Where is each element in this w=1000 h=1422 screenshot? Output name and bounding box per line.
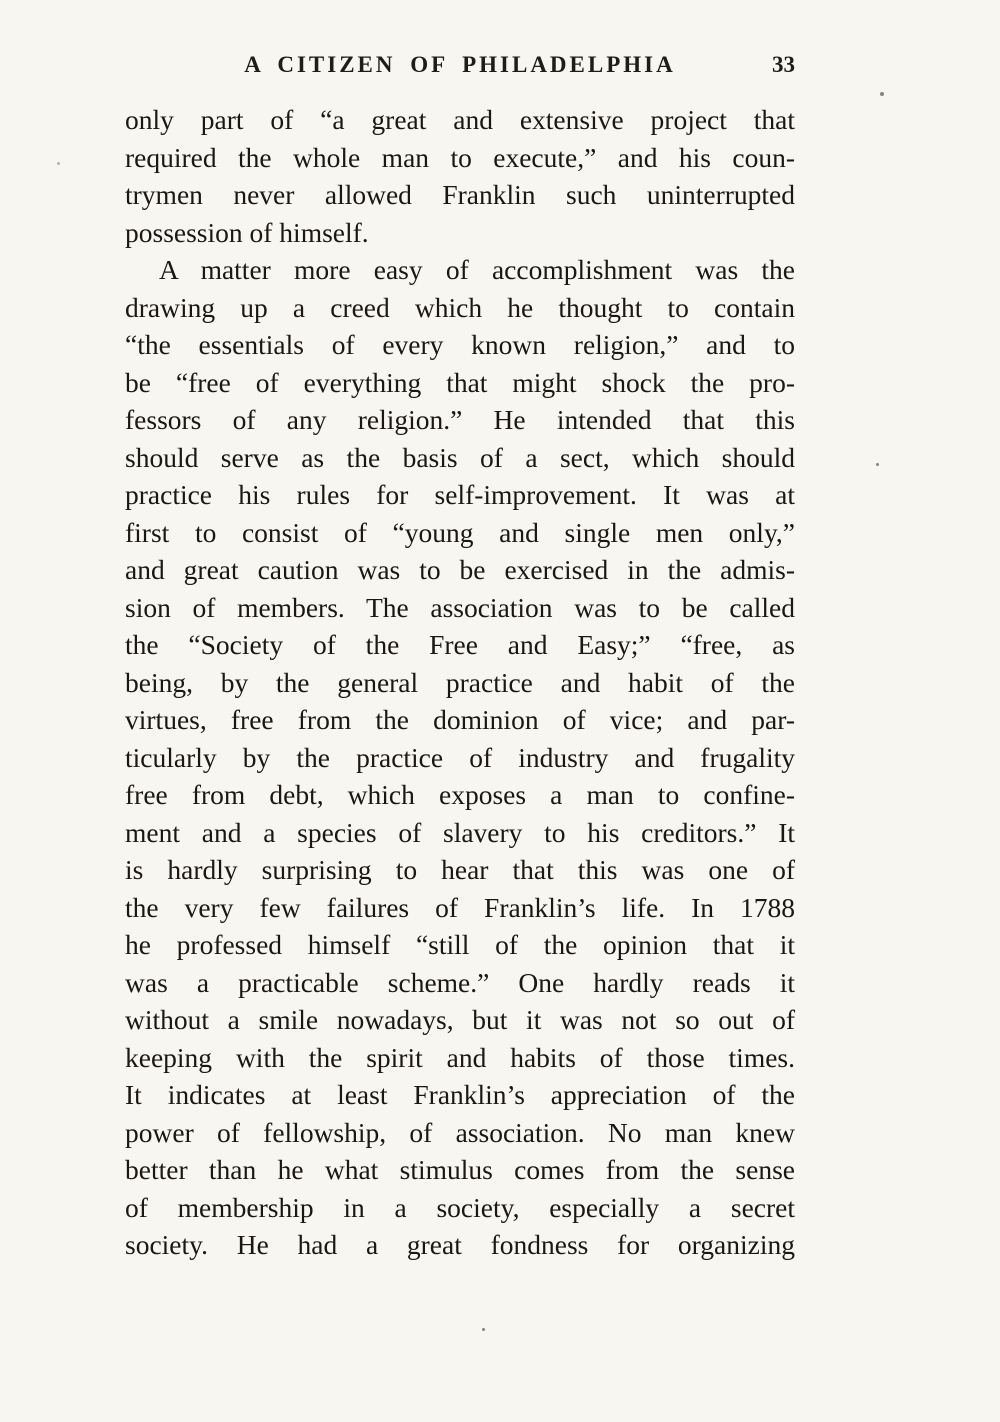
text-line: is hardly surprising to hear that this was one of bbox=[125, 854, 795, 885]
text-line: should serve as the basis of a sect, which should bbox=[125, 441, 795, 473]
scan-speck bbox=[876, 463, 879, 466]
text-line: first to consist of “young and single men only,” bbox=[125, 516, 795, 548]
text-line: trymen never allowed Franklin such uninterrupted bbox=[125, 179, 795, 210]
text-line: free from debt, which exposes a man to confine- bbox=[125, 779, 795, 810]
text-line: possession of himself. bbox=[125, 216, 369, 248]
text-line: power of fellowship, of association. No man knew bbox=[125, 1116, 795, 1148]
page-header bbox=[125, 52, 795, 86]
text-line: It indicates at least Franklin’s appreciation of the bbox=[125, 1079, 795, 1110]
text-line: fessors of any religion.” He intended that this bbox=[125, 404, 795, 435]
text-line: of membership in a society, especially a secret bbox=[125, 1191, 795, 1223]
page-number: 33 bbox=[772, 52, 795, 77]
text-line: required the whole man to execute,” and his coun- bbox=[125, 141, 795, 173]
text-line: A matter more easy of accomplishment was the bbox=[159, 254, 795, 285]
scan-speck bbox=[57, 162, 60, 165]
text-line: the “Society of the Free and Easy;” “free, as bbox=[125, 629, 795, 660]
text-line: better than he what stimulus comes from the sense bbox=[125, 1154, 795, 1185]
text-line: society. He had a great fondness for organizing bbox=[125, 1229, 795, 1260]
scan-speck bbox=[482, 1328, 485, 1331]
text-line: virtues, free from the dominion of vice; and par- bbox=[125, 704, 795, 735]
running-title: A CITIZEN OF PHILADELPHIA bbox=[244, 52, 676, 77]
text-line: being, by the general practice and habit of the bbox=[125, 666, 795, 698]
text-line: without a smile nowadays, but it was not so out of bbox=[125, 1004, 795, 1035]
paragraph bbox=[125, 251, 795, 1264]
text-line: and great caution was to be exercised in the admis- bbox=[125, 554, 795, 585]
text-line: sion of members. The association was to be called bbox=[125, 591, 795, 623]
text-line: was a practicable scheme.” One hardly reads it bbox=[125, 966, 795, 998]
text-line: be “free of everything that might shock the pro- bbox=[125, 366, 795, 398]
text-line: drawing up a creed which he thought to contain bbox=[125, 291, 795, 323]
text-line: practice his rules for self-improvement. It was at bbox=[125, 479, 795, 510]
scan-speck bbox=[880, 92, 884, 96]
text-line: he professed himself “still of the opinion that it bbox=[125, 929, 795, 960]
text-line: “the essentials of every known religion,” and to bbox=[125, 329, 795, 360]
text-line: keeping with the spirit and habits of those times. bbox=[125, 1041, 795, 1073]
paragraph bbox=[125, 101, 795, 251]
text-line: the very few failures of Franklin’s life. In 1788 bbox=[125, 891, 795, 923]
text-line: only part of “a great and extensive project that bbox=[125, 104, 795, 135]
body-text bbox=[125, 101, 795, 1264]
text-line: ticularly by the practice of industry and frugality bbox=[125, 741, 795, 773]
text-line: ment and a species of slavery to his creditors.” It bbox=[125, 816, 795, 848]
